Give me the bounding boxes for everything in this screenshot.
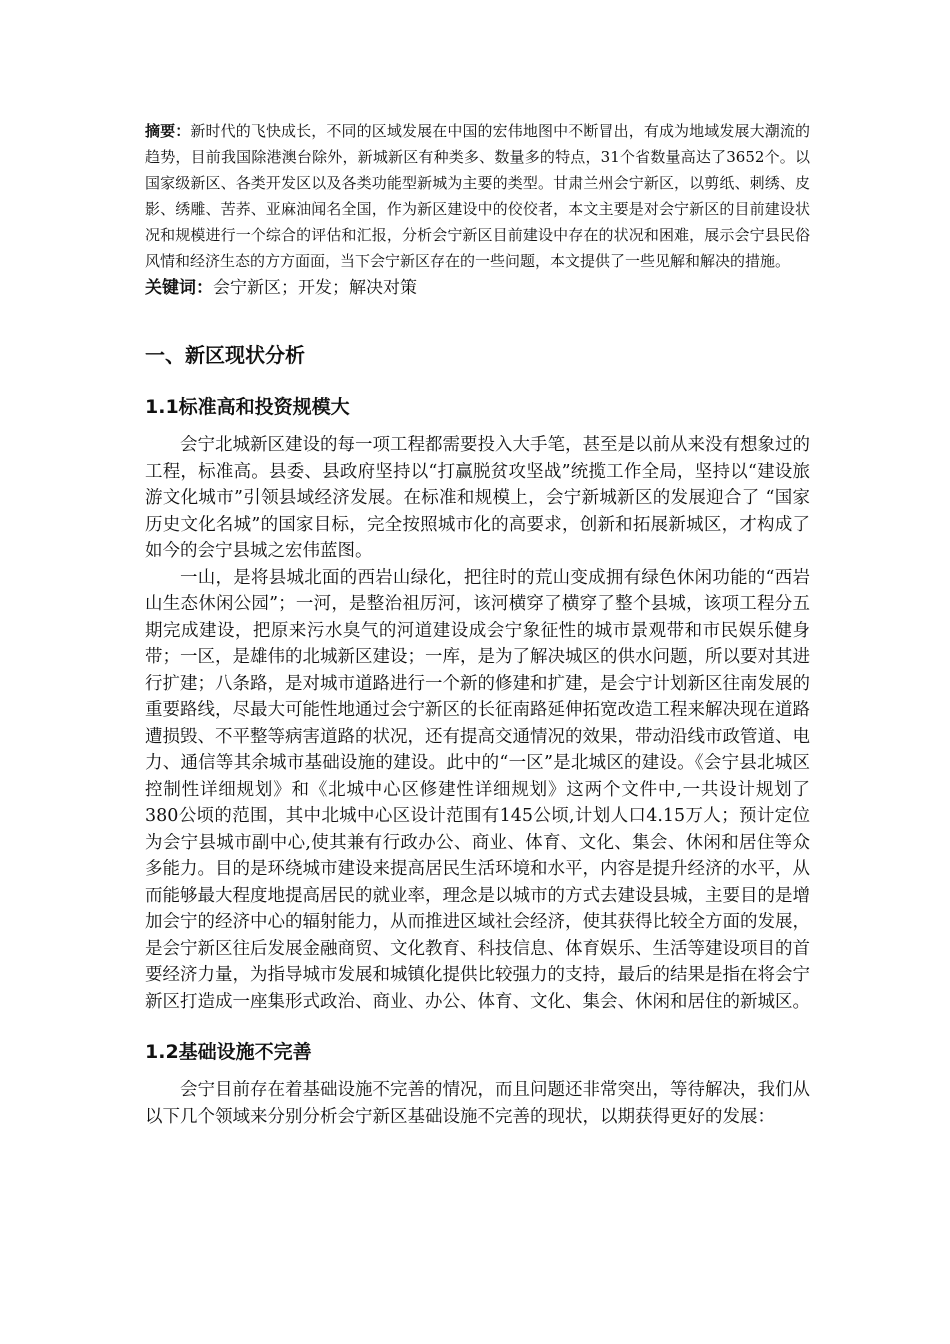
subsection-heading-1-1: 1.1标准高和投资规模大 <box>145 396 350 418</box>
paragraph: 会宁目前存在着基础设施不完善的情况，而且问题还非常突出，等待解决，我们从以下几个领域来分别分析会宁新区基础设施不完善的现状，以期获得更好的发展： <box>145 1080 810 1127</box>
keywords-label: 关键词： <box>145 278 213 298</box>
abstract <box>145 118 810 274</box>
subsection-heading-1-2: 1.2基础设施不完善 <box>145 1041 312 1063</box>
paragraph: 一山，是将县城北面的西岩山绿化，把往时的荒山变成拥有绿色休闲功能的“西岩山生态休闲公园”；一河，是整治祖厉河，该河横穿了横穿了整个县城，该项工程分五期完成建设，把原来污水臭气的河道建设成会宁象征性的城市景观带和市民娱乐健身带；一区，是雄伟的北城新区建设；一库，是为了解决城区的供水问题，所以要对其进行扩建；八条路，是对城市道路进行一个新的修建和扩建，是会宁计划新区往南发展的重要路线，尽最大可能性地通过会宁新区的长征南路延伸拓宽改造工程来解决现在道路遭损毁、不平整等病害道路的状况，还有提高交通情况的效果，带动沿线市政管道、电力、通信等其余城市基础设施的建设。此中的“一区”是北城区的建设。《会宁县北城区控制性详细规划》和《北城中心区修建性详细规划》这两个文件中,一共设计规划了380公顷的范围，其中北城中心区设计范围有145公顷,计划人口4.15万人；预计定位为会宁县城市副中心,使其兼有行政办公、商业、体育、文化、集会、休闲和居住等众多能力。目的是环绕城市建设来提高居民生活环境和水平，内容是提升经济的水平，从而能够最大程度地提高居民的就业率，理念是以城市的方式去建设县城，主要目的是增加会宁的经济中心的辐射能力，从而推进区域社会经济，使其获得比较全方面的发展，是会宁新区往后发展金融商贸、文化教育、科技信息、体育娱乐、生活等建设项目的首要经济力量，为指导城市发展和城镇化提供比较强力的支持，最后的结果是指在将会宁新区打造成一座集形式政治、商业、办公、体育、文化、集会、休闲和居住的新城区。 <box>145 567 810 1012</box>
keywords <box>145 274 810 302</box>
abstract-text: 新时代的飞快成长，不同的区域发展在中国的宏伟地图中不断冒出，有成为地域发展大潮流的趋势，目前我国除港澳台除外，新城新区有种类多、数量多的特点，31个省数量高达了3652个。以国家级新区、各类开发区以及各类功能型新城为主要的类型。甘肃兰州会宁新区，以剪纸、刺绣、皮影、绣雕、苦荞、亚麻油闻名全国，作为新区建设中的佼佼者，本文主要是对会宁新区的目前建设状况和规模进行一个综合的评估和汇报，分析会宁新区目前建设中存在的状况和困难，展示会宁县民俗风情和经济生态的方方面面，当下会宁新区存在的一些问题，本文提供了一些见解和解决的措施。 <box>145 122 810 270</box>
keywords-text: 会宁新区；开发；解决对策 <box>213 278 417 298</box>
document-page <box>145 118 810 1130</box>
paragraph: 会宁北城新区建设的每一项工程都需要投入大手笔，甚至是以前从来没有想象过的工程，标准高。县委、县政府坚持以“打赢脱贫攻坚战”统揽工作全局，坚持以“建设旅游文化城市”引领县域经济发展。在标准和规模上，会宁新城新区的发展迎合了 “国家历史文化名城”的国家目标，完全按照城市化的高要求，创新和拓展新城区，才构成了如今的会宁县城之宏伟蓝图。 <box>145 435 810 561</box>
section-heading: 一、新区现状分析 <box>145 343 305 367</box>
abstract-label: 摘要： <box>145 122 191 140</box>
